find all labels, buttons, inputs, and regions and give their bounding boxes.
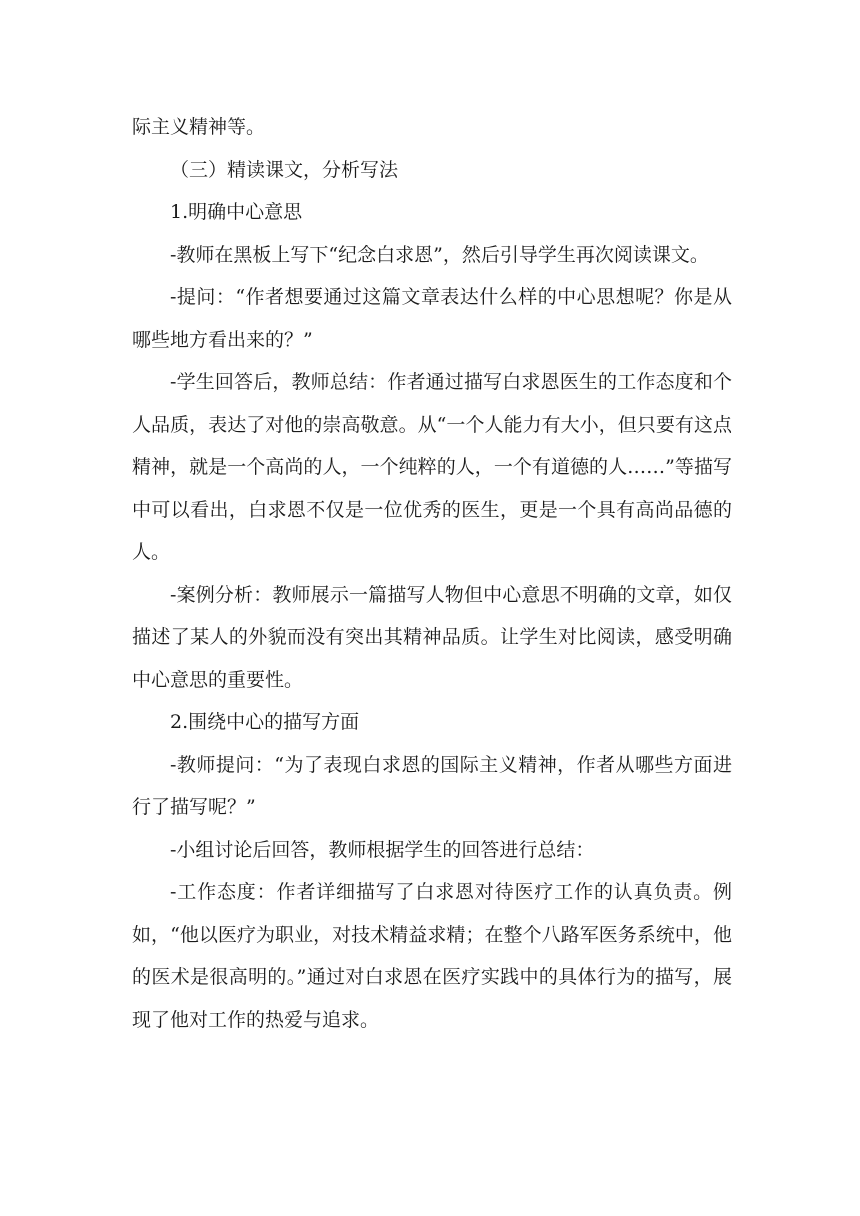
- paragraph-continuation: 际主义精神等。: [132, 116, 266, 138]
- section-heading: （三）精读课文，分析写法: [170, 158, 399, 181]
- paragraph: -学生回答后，教师总结：作者通过描写白求恩医生的工作态度和个人品质，表达了对他的崇高敬意。从“一个人能力有大小，但只要有这点精神，就是一个高尚的人，一个纯粹的人，一个有道德的人……”等描写中可以看出，白求恩不仅是一位优秀的医生，更是一个具有高尚品德的人。: [132, 371, 732, 563]
- paragraph: -教师提问：“为了表现白求恩的国际主义精神，作者从哪些方面进行了描写呢？”: [132, 753, 732, 818]
- paragraph: -提问：“作者想要通过这篇文章表达什么样的中心思想呢？你是从哪些地方看出来的？”: [132, 286, 732, 351]
- paragraph: -教师在黑板上写下“纪念白求恩”，然后引导学生再次阅读课文。: [170, 243, 709, 266]
- paragraph: -小组讨论后回答，教师根据学生的回答进行总结：: [170, 838, 595, 861]
- subsection-heading: 1.明确中心意思: [170, 201, 303, 223]
- subsection-heading: 2.围绕中心的描写方面: [170, 711, 360, 733]
- paragraph: -工作态度：作者详细描写了白求恩对待医疗工作的认真负责。例如，“他以医疗为职业，对技术精益求精；在整个八路军医务系统中，他的医术是很高明的。”通过对白求恩在医疗实践中的具体行为的描写，展现了他对工作的热爱与追求。: [132, 881, 732, 1031]
- document-body: [132, 106, 732, 1041]
- paragraph: -案例分析：教师展示一篇描写人物但中心意思不明确的文章，如仅描述了某人的外貌而没有突出其精神品质。让学生对比阅读，感受明确中心意思的重要性。: [132, 583, 732, 691]
